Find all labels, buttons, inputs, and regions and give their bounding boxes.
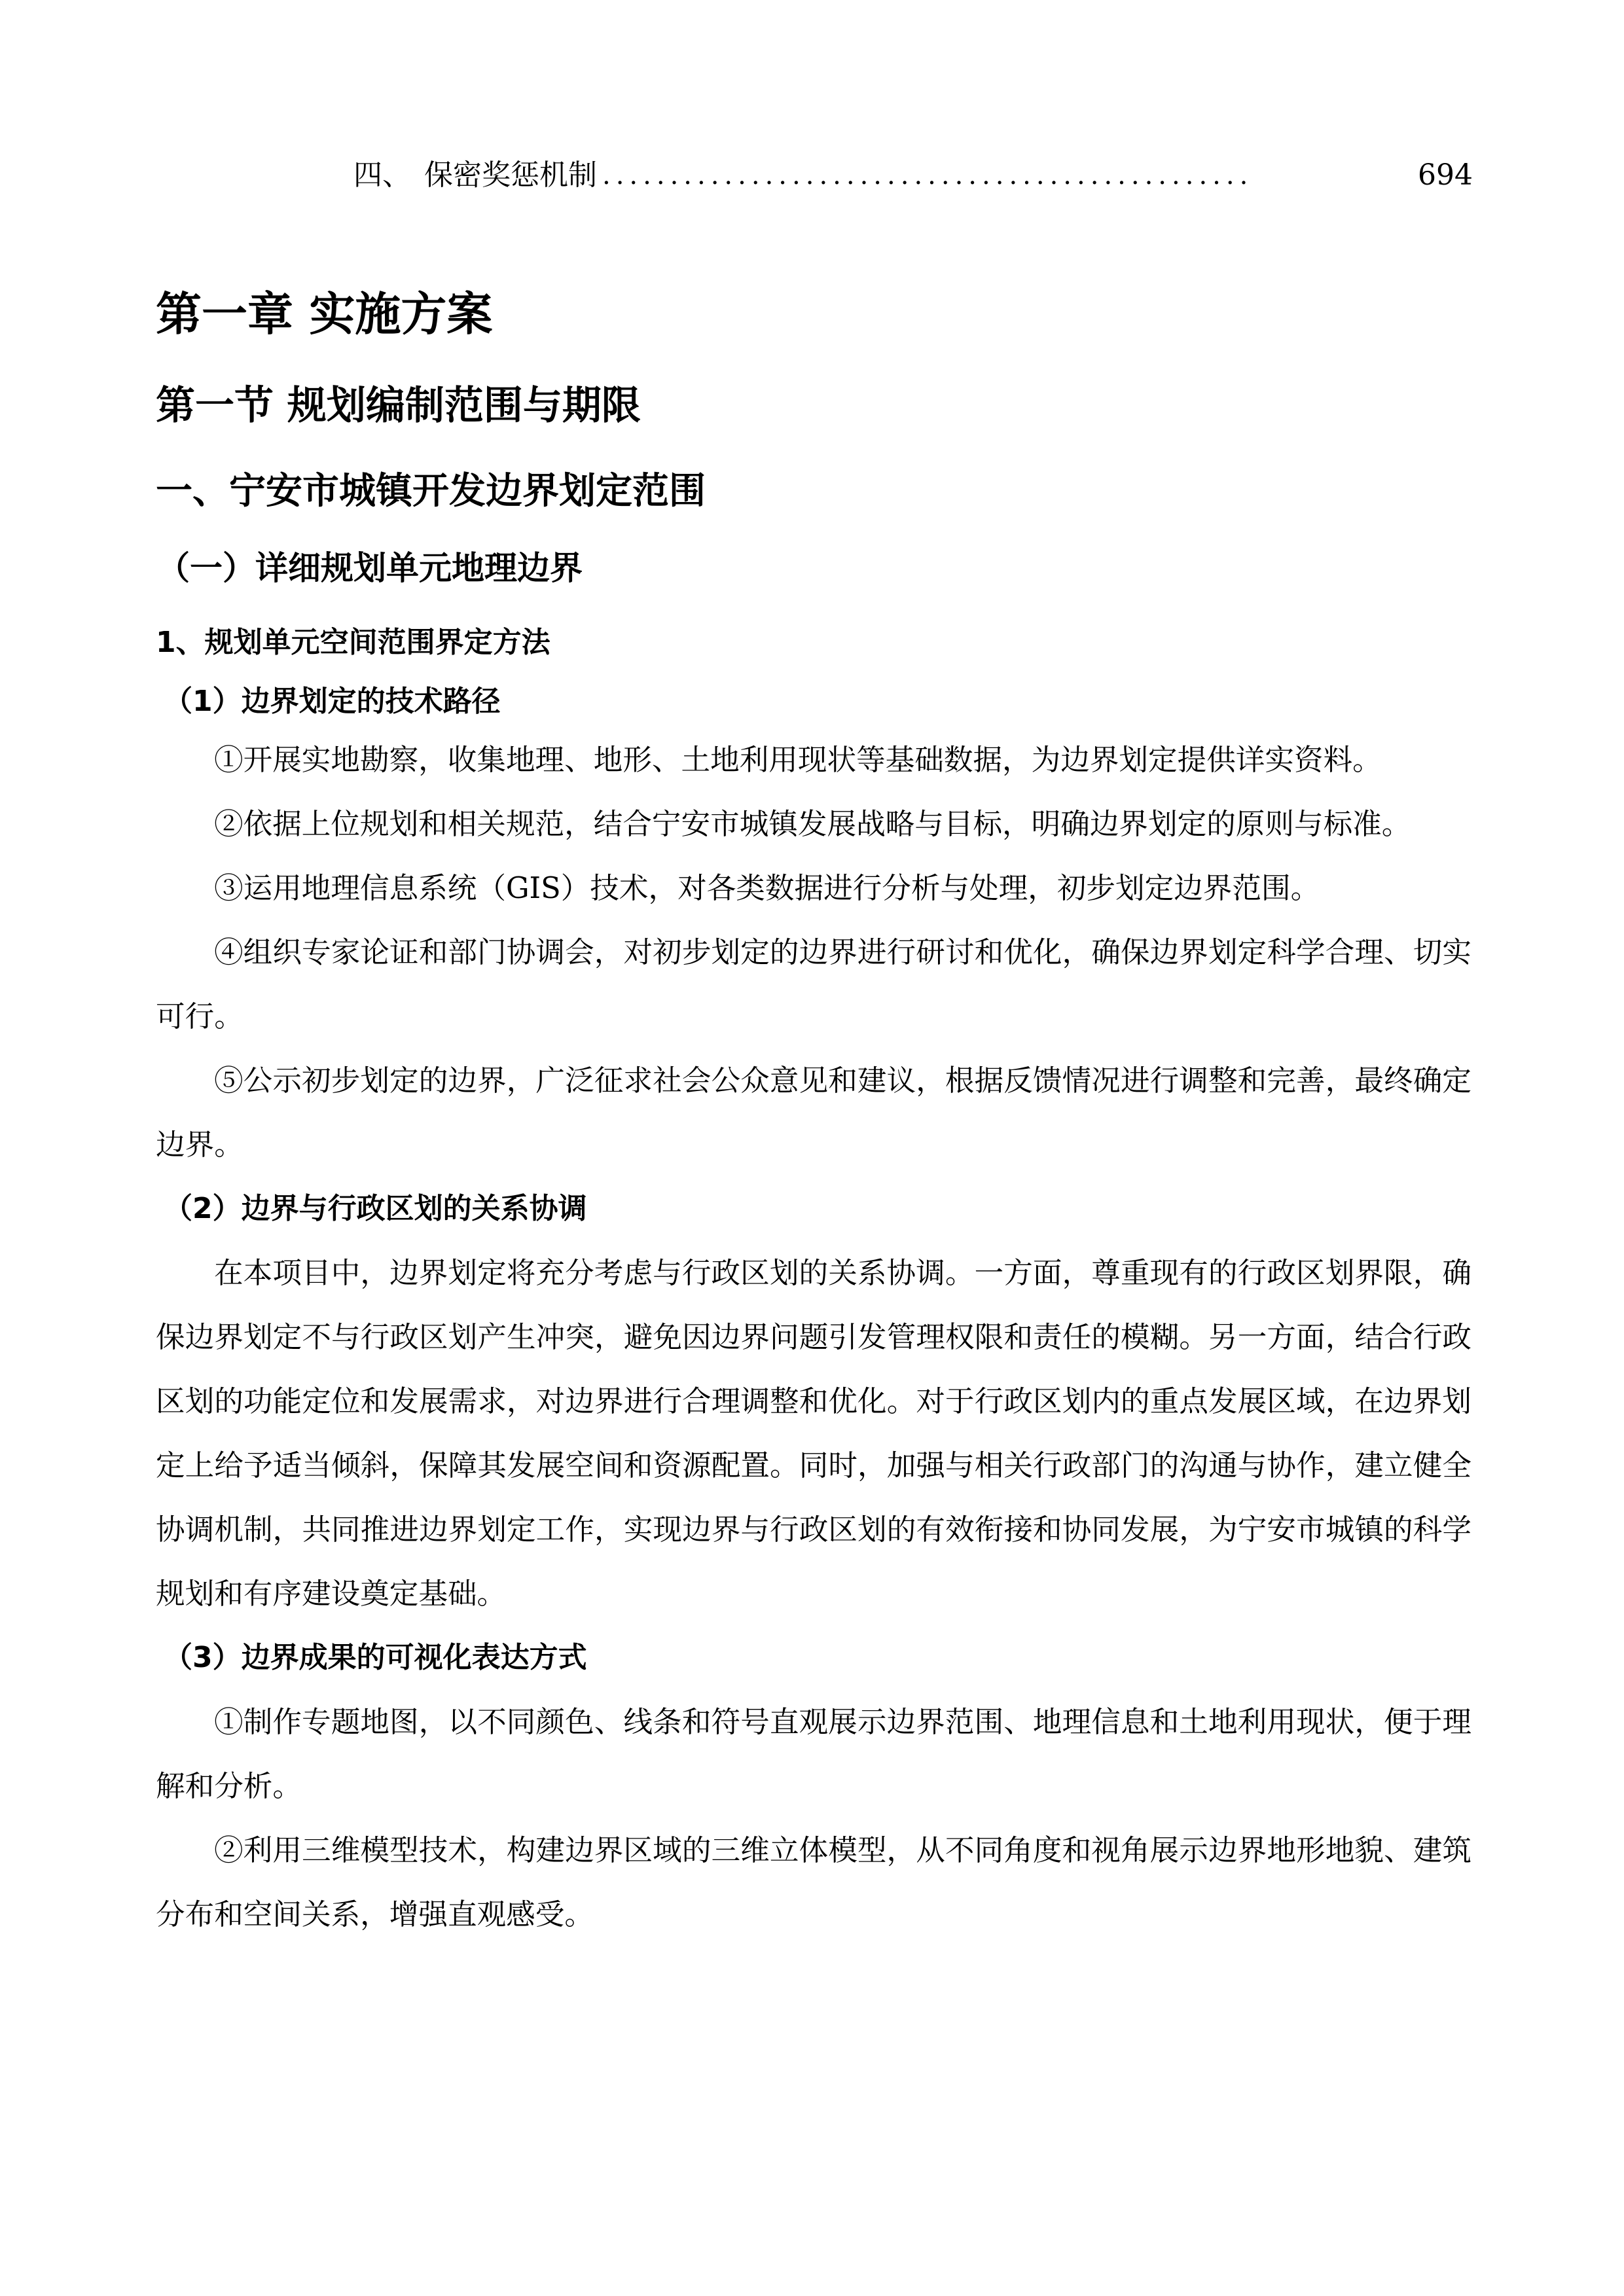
subsubsection-title: （一）详细规划单元地理边界 xyxy=(157,549,583,587)
toc-entry-title: 保密奖惩机制 xyxy=(424,158,597,192)
chapter-title: 第一章 实施方案 xyxy=(156,287,493,341)
subitem-heading: （2）边界与行政区划的关系协调 xyxy=(164,1192,587,1225)
paragraph: ③运用地理信息系统（GIS）技术，对各类数据进行分析与处理，初步划定边界范围。 xyxy=(214,871,1320,905)
toc-page-number: 694 xyxy=(1418,158,1473,192)
item-heading: 1、规划单元空间范围界定方法 xyxy=(156,626,550,659)
subsection-title: 一、宁安市城镇开发边界划定范围 xyxy=(156,470,706,512)
subitem-heading: （1）边界划定的技术路径 xyxy=(164,685,501,718)
toc-entry-number: 四、 xyxy=(353,158,411,192)
section-title: 第一节 规划编制范围与期限 xyxy=(156,383,641,429)
paragraph: ①制作专题地图，以不同颜色、线条和符号直观展示边界范围、地理信息和土地利用现状，便于理解和分析。 xyxy=(156,1705,1471,1803)
paragraph: 在本项目中，边界划定将充分考虑与行政区划的关系协调。一方面，尊重现有的行政区划界限，确保边界划定不与行政区划产生冲突，避免因边界问题引发管理权限和责任的模糊。另一方面，结合行政区划的功能定位和发展需求，对边界进行合理调整和优化。对于行政区划内的重点发展区域，在边界划定上给予适当倾斜，保障其发展空间和资源配置。同时，加强与相关行政部门的沟通与协作，建立健全协调机制，共同推进边界划定工作，实现边界与行政区划的有效衔接和协同发展，为宁安市城镇的科学规划和有序建设奠定基础。 xyxy=(156,1256,1471,1611)
paragraph: ⑤公示初步划定的边界，广泛征求社会公众意见和建议，根据反馈情况进行调整和完善，最终确定边界。 xyxy=(156,1064,1471,1162)
paragraph: ②依据上位规划和相关规范，结合宁安市城镇发展战略与目标，明确边界划定的原则与标准。 xyxy=(214,807,1411,841)
paragraph: ②利用三维模型技术，构建边界区域的三维立体模型，从不同角度和视角展示边界地形地貌、建筑分布和空间关系，增强直观感受。 xyxy=(156,1833,1471,1931)
subitem-heading: （3）边界成果的可视化表达方式 xyxy=(164,1641,587,1674)
toc-leader-dots: ................................................ xyxy=(602,160,1254,190)
body-content xyxy=(156,728,1471,1946)
paragraph: ④组织专家论证和部门协调会，对初步划定的边界进行研讨和优化，确保边界划定科学合理、切实可行。 xyxy=(156,935,1471,1033)
paragraph: ①开展实地勘察，收集地理、地形、土地利用现状等基础数据，为边界划定提供详实资料。 xyxy=(214,743,1382,777)
toc-entry[interactable] xyxy=(353,149,1473,195)
